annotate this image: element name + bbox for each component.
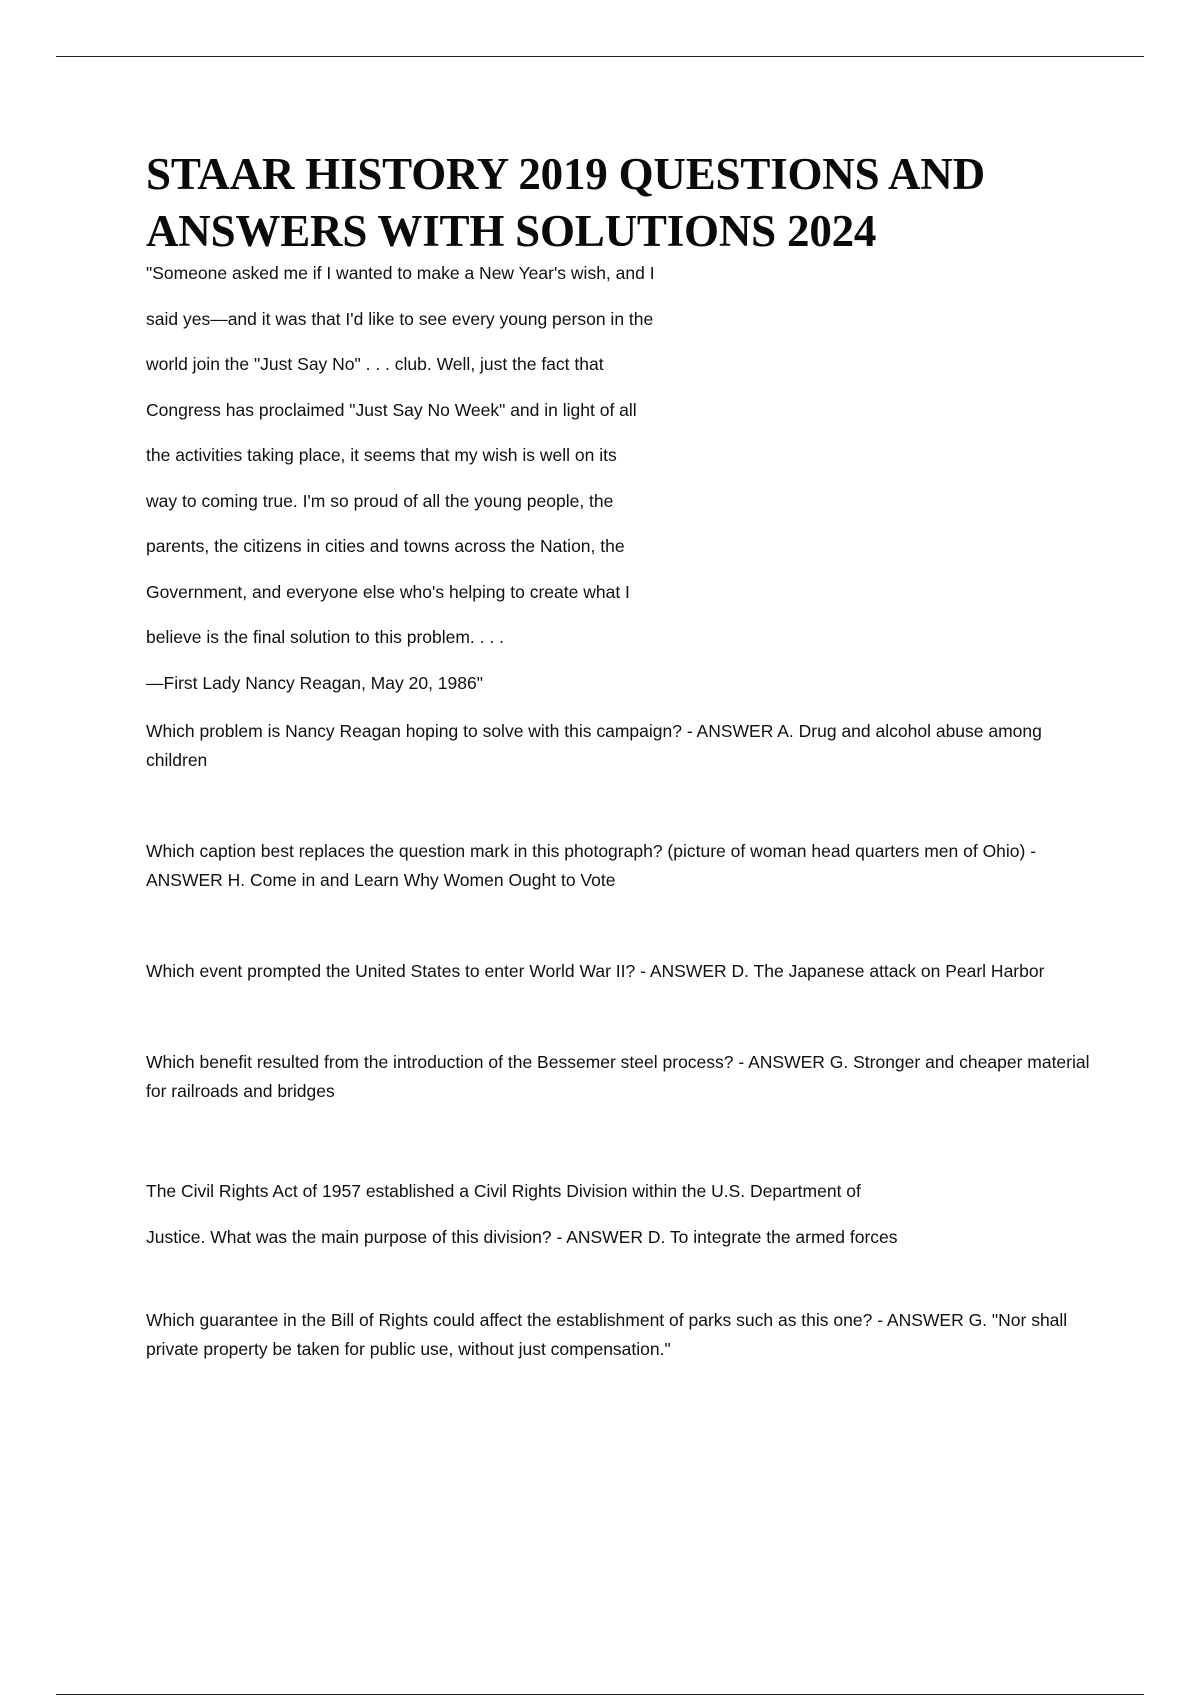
qa-item-bill-of-rights: Which guarantee in the Bill of Rights could affect the establishment of parks such as this one? - ANSWER G. "Nor shall private property be taken for public use, without just compensation." bbox=[146, 1310, 1068, 1359]
passage-line: Congress has proclaimed "Just Say No Week" and in light of all bbox=[146, 399, 637, 420]
passage-line: said yes—and it was that I'd like to see every young person in the bbox=[146, 308, 654, 329]
qa-line: The Civil Rights Act of 1957 established a Civil Rights Division within the U.S. Department of bbox=[146, 1181, 861, 1201]
passage-line: believe is the final solution to this problem. . . . bbox=[146, 627, 504, 647]
qa-item-drug-campaign: Which problem is Nancy Reagan hoping to solve with this campaign? - ANSWER A. Drug and alcohol abuse among children bbox=[146, 721, 1042, 770]
document-title: STAAR HISTORY 2019 QUESTIONS AND ANSWERS WITH SOLUTIONS 2024 bbox=[146, 149, 985, 256]
quote-passage bbox=[146, 262, 1096, 717]
qa-item-civil-rights-act bbox=[146, 1168, 1096, 1260]
bottom-rule bbox=[56, 1694, 1144, 1695]
passage-line: world join the "Just Say No" . . . club. Well, just the fact that bbox=[146, 354, 604, 374]
passage-line: way to coming true. I'm so proud of all the young people, the bbox=[146, 490, 614, 511]
qa-item-bessemer-process: Which benefit resulted from the introduction of the Bessemer steel process? - ANSWER G. Stronger and cheaper material for railroads and bridges bbox=[146, 1052, 1090, 1101]
passage-line: Government, and everyone else who's helping to create what I bbox=[146, 581, 630, 602]
passage-line: the activities taking place, it seems that my wish is well on its bbox=[146, 445, 617, 465]
document-body bbox=[146, 146, 1096, 1426]
passage-attribution: —First Lady Nancy Reagan, May 20, 1986" bbox=[146, 672, 483, 693]
passage-line: "Someone asked me if I wanted to make a New Year's wish, and I bbox=[146, 263, 655, 283]
qa-item-photo-caption: Which caption best replaces the question mark in this photograph? (picture of woman head quarters men of Ohio) - ANSWER H. Come in and Learn Why Women Ought to Vote bbox=[146, 841, 1037, 890]
top-rule bbox=[56, 56, 1144, 57]
passage-line: parents, the citizens in cities and towns across the Nation, the bbox=[146, 536, 625, 556]
qa-line: Justice. What was the main purpose of this division? - ANSWER D. To integrate the armed forces bbox=[146, 1227, 898, 1247]
qa-item-world-war-ii: Which event prompted the United States to enter World War II? - ANSWER D. The Japanese attack on Pearl Harbor bbox=[146, 961, 1045, 981]
